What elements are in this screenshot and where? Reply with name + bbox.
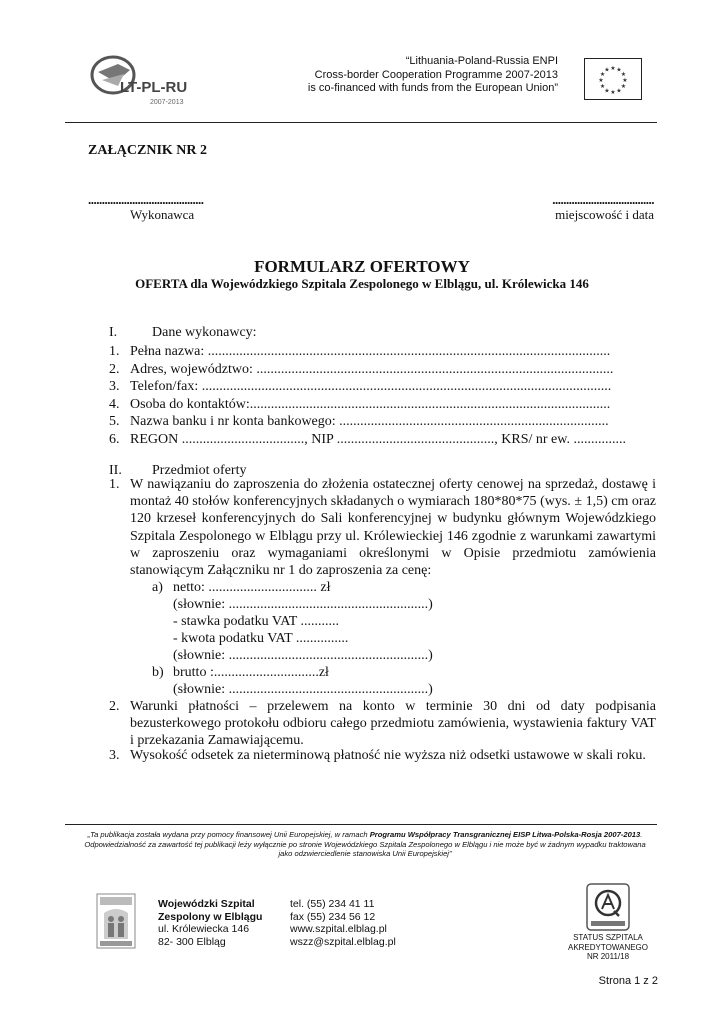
eu-star-icon: ★ [620,72,627,78]
contractor-signature-line: .......................................... [88,192,204,207]
eu-flag-icon [584,58,642,100]
payment-terms: Warunki płatności – przelewem na konto w terminie 30 dni od daty podpisania bezusterkowego protokołu odbioru całego przedmiotu zamówienia, wystawienia faktury VAT i przekazania Zamawiającemu. [130,699,656,749]
programme-name: Programu Współpracy Transgranicznej EISP Litwa-Polska-Rosja 2007-2013 [369,830,641,839]
eu-star-icon: ★ [616,67,622,74]
contact-person-field: Osoba do kontaktów:....................................................................................................... [130,397,611,412]
hospital-logo-icon [96,893,136,949]
cert-line: STATUS SZPITALA [573,933,643,942]
net-price-field: netto: ............................... zł [173,580,331,595]
item-number: 2. [109,362,120,377]
place-date-line: ..................................... [552,192,654,207]
form-title: FORMULARZ OFERTOWY [254,257,470,276]
programme-line: Cross-border Cooperation Programme 2007-2013 [314,68,558,81]
gross-words-field: (słownie: .........................................................) [173,682,433,697]
vat-rate-field: - stawka podatku VAT ........... [173,614,340,629]
item-number: 2. [109,699,120,714]
cert-line: NR 2011/18 [586,952,630,961]
eu-disclaimer [80,830,650,859]
phone: tel. (55) 234 41 11 [290,898,375,910]
header-divider [65,122,657,123]
accreditation-icon [586,883,630,931]
item-number: 3. [109,748,120,763]
item-number: 4. [109,397,120,412]
eu-star-icon: ★ [599,84,606,90]
website-link[interactable]: www.szpital.elblag.pl [290,923,387,935]
full-name-field: Pełna nazwa: ................................................................................................................... [130,344,611,359]
logo-text: LT-PL-RU [120,79,188,96]
net-price-words-field: (słownie: .........................................................) [173,597,433,612]
section-number: II. [109,463,122,478]
eu-star-icon: ★ [616,88,622,95]
eu-star-icon: ★ [620,84,627,90]
eu-star-icon: ★ [610,66,616,72]
cert-line: AKREDYTOWANEGO [567,942,648,952]
vat-amount-field: - kwota podatku VAT ............... [173,631,349,646]
lt-pl-ru-logo [88,52,198,107]
disclaimer-text: „Ta publikacja została wydana przy pomocy finansowej Unii Europejskiej, w ramach [87,830,370,839]
footer-divider [65,824,657,825]
section-number: I. [109,325,118,340]
section-heading: Przedmiot oferty [152,463,247,478]
programme-info [308,55,558,96]
bank-account-field: Nazwa banku i nr konta bankowego: ............................................................................. [130,414,609,429]
section-heading: Dane wykonawcy: [152,325,257,340]
hospital-street: ul. Królewiecka 146 [158,923,250,935]
hospital-name: Wojewódzki Szpital [158,898,255,910]
page-number: Strona 1 z 2 [598,975,658,987]
item-number: 1. [109,477,120,492]
eu-star-icon: ★ [604,67,610,74]
eu-star-icon: ★ [604,88,610,95]
eu-star-icon: ★ [610,90,616,96]
item-number: 3. [109,379,120,394]
item-number: 1. [109,344,120,359]
offer-description: W nawiązaniu do zaproszenia do złożenia ostatecznej oferty cenowej na sprzedaż, dostawę i montaż 40 stołów konferencyjnych składanych o wymiarach 180*80*75 (wys. ± 1,5) cm oraz 120 krzeseł konferencyjnych do Sali konferencyjnej w budynku głównym Wojewódzkiego Szpitala Zespolonego w Elblągu przy ul. Królewieckiej 146 zgodnie z warunkami zawartymi w zaproszeniu oraz wymaganiami określonymi w Opisie przedmiotu zamówienia stanowiącym Załączniku nr 1 do zaproszenia za cenę: [130,477,656,579]
option-b-label: b) [152,665,164,680]
place-date-label: miejscowość i data [555,207,654,222]
address-field: Adres, województwo: ...................................................................................................... [130,362,614,377]
logo-years: 2007-2013 [150,99,184,106]
interest-terms: Wysokość odsetek za nieterminową płatność nie wyższa niż odsetki ustawowe w skali roku. [130,748,646,763]
contractor-label: Wykonawca [130,207,195,222]
hospital-city: 82- 300 Elbląg [158,935,226,948]
hospital-contact [290,898,396,948]
accreditation-status [556,933,660,962]
annex-label: ZAŁĄCZNIK NR 2 [88,143,208,158]
eu-star-icon: ★ [622,78,628,84]
programme-line: “Lithuania-Poland-Russia ENPI [405,55,558,67]
eu-star-icon: ★ [599,72,606,78]
programme-line: is co-financed with funds from the European Union” [307,82,558,94]
item-number: 6. [109,432,120,447]
option-a-label: a) [152,580,163,595]
email-link[interactable]: wszz@szpital.elblag.pl [290,935,396,948]
regon-nip-krs-field: REGON ..................................., NIP ............................................., KRS/ nr ew. ............... [130,432,626,447]
disclaimer-text: . [640,830,643,839]
item-number: 5. [109,414,120,429]
hospital-name: Zespolony w Elblągu [158,910,263,923]
phone-fax-field: Telefon/fax: ..................................................................................................................... [130,379,612,394]
hospital-address [158,898,262,948]
disclaimer-text: Odpowiedzialność za zawartość tej publikacji leży wyłącznie po stronie Wojewódzkiego Szpitala Zespolonego w Elblągu i nie może być w żadnym wypadku traktowana jako odzwierciedlenie stanowiska Unii Europejskiej” [84,839,646,858]
eu-star-icon: ★ [598,78,604,84]
form-subtitle: OFERTA dla Wojewódzkiego Szpitala Zespolonego w Elblągu, ul. Królewicka 146 [135,276,589,291]
gross-price-field: brutto :..............................zł [173,665,329,680]
vat-words-field: (słownie: .........................................................) [173,648,433,663]
fax: fax (55) 234 56 12 [290,910,376,923]
